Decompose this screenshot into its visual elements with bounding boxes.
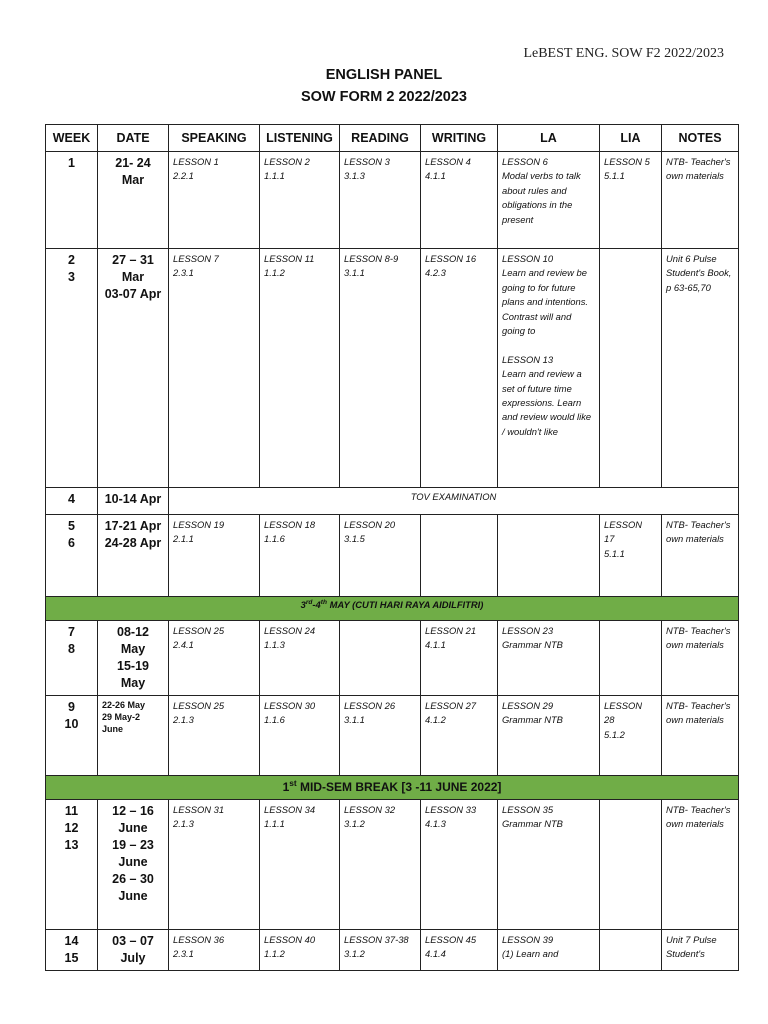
table-row [46, 800, 739, 930]
listening-cell: LESSON 2 1.1.1 [260, 152, 340, 249]
date-cell: 03 – 07 July [98, 930, 169, 971]
col-notes: NOTES [662, 125, 739, 152]
table-row [46, 515, 739, 597]
table-row [46, 249, 739, 488]
table-row [46, 930, 739, 971]
col-listening: LISTENING [260, 125, 340, 152]
writing-cell: LESSON 4 4.1.1 [421, 152, 498, 249]
la-cell: LESSON 29 Grammar NTB [498, 696, 600, 776]
writing-cell: LESSON 45 4.1.4 [421, 930, 498, 971]
lia-cell: LESSON 28 5.1.2 [600, 696, 662, 776]
listening-cell: LESSON 40 1.1.2 [260, 930, 340, 971]
writing-cell: LESSON 33 4.1.3 [421, 800, 498, 930]
reading-cell: LESSON 3 3.1.3 [340, 152, 421, 249]
notes-cell: Unit 7 Pulse Student's [662, 930, 739, 971]
writing-cell: LESSON 16 4.2.3 [421, 249, 498, 488]
la-cell: LESSON 23 Grammar NTB [498, 621, 600, 696]
reading-cell [340, 621, 421, 696]
week-cell: 1 [46, 152, 98, 249]
lia-cell [600, 621, 662, 696]
sow-table [45, 124, 739, 971]
col-lia: LIA [600, 125, 662, 152]
reading-cell: LESSON 26 3.1.1 [340, 696, 421, 776]
mid-sem-text: 1st MID-SEM BREAK [3 -11 JUNE 2022] [282, 778, 502, 794]
table-row [46, 621, 739, 696]
col-reading: READING [340, 125, 421, 152]
speaking-cell: LESSON 19 2.1.1 [169, 515, 260, 597]
table-row [46, 488, 739, 515]
speaking-cell: LESSON 25 2.4.1 [169, 621, 260, 696]
lia-cell [600, 800, 662, 930]
exam-cell: TOV EXAMINATION [169, 488, 739, 515]
speaking-cell: LESSON 25 2.1.3 [169, 696, 260, 776]
listening-cell: LESSON 18 1.1.6 [260, 515, 340, 597]
reading-cell: LESSON 8-9 3.1.1 [340, 249, 421, 488]
date-cell: 12 – 16 June 19 – 23 June 26 – 30 June [98, 800, 169, 930]
listening-cell: LESSON 34 1.1.1 [260, 800, 340, 930]
col-writing: WRITING [421, 125, 498, 152]
listening-cell: LESSON 24 1.1.3 [260, 621, 340, 696]
notes-cell: NTB- Teacher's own materials [662, 621, 739, 696]
reading-cell: LESSON 37-38 3.1.2 [340, 930, 421, 971]
date-cell: 21- 24 Mar [98, 152, 169, 249]
title-block [0, 64, 768, 108]
lia-cell [600, 249, 662, 488]
week-cell: 14 15 [46, 930, 98, 971]
lia-cell: LESSON 17 5.1.1 [600, 515, 662, 597]
notes-cell: NTB- Teacher's own materials [662, 152, 739, 249]
panel-title: ENGLISH PANEL [325, 67, 443, 83]
week-cell: 9 10 [46, 696, 98, 776]
week-cell: 2 3 [46, 249, 98, 488]
week-cell: 11 12 13 [46, 800, 98, 930]
speaking-cell: LESSON 7 2.3.1 [169, 249, 260, 488]
mid-sem-banner [46, 776, 739, 800]
form-title: SOW FORM 2 2022/2023 [300, 89, 467, 105]
mid-sem-break-row [46, 776, 739, 800]
writing-cell: LESSON 27 4.1.2 [421, 696, 498, 776]
la-cell: LESSON 6 Modal verbs to talk about rules and obligations in the present [498, 152, 600, 249]
notes-cell: NTB- Teacher's own materials [662, 800, 739, 930]
lia-cell [600, 930, 662, 971]
speaking-cell: LESSON 36 2.3.1 [169, 930, 260, 971]
table-row [46, 696, 739, 776]
lia-cell: LESSON 5 5.1.1 [600, 152, 662, 249]
date-cell: 27 – 31 Mar 03-07 Apr [98, 249, 169, 488]
reading-cell: LESSON 32 3.1.2 [340, 800, 421, 930]
notes-cell: Unit 6 Pulse Student's Book, p 63-65,70 [662, 249, 739, 488]
listening-cell: LESSON 11 1.1.2 [260, 249, 340, 488]
date-cell: 17-21 Apr 24-28 Apr [98, 515, 169, 597]
reading-cell: LESSON 20 3.1.5 [340, 515, 421, 597]
col-speaking: SPEAKING [169, 125, 260, 152]
notes-cell: NTB- Teacher's own materials [662, 696, 739, 776]
speaking-cell: LESSON 1 2.2.1 [169, 152, 260, 249]
writing-cell [421, 515, 498, 597]
document-header-code: LeBEST ENG. SOW F2 2022/2023 [523, 46, 724, 61]
week-cell: 7 8 [46, 621, 98, 696]
holiday-text: 3rd-4th MAY (CUTI HARI RAYA AIDILFITRI) [300, 599, 484, 611]
notes-cell: NTB- Teacher's own materials [662, 515, 739, 597]
table-header-row [46, 125, 739, 152]
listening-cell: LESSON 30 1.1.6 [260, 696, 340, 776]
date-cell: 10-14 Apr [98, 488, 169, 515]
la-cell: LESSON 10 Learn and review be going to for future plans and intentions. Contrast will and going to LESSON 13 Learn and review a set of future time expressions. Learn and review would like / wouldn't like [498, 249, 600, 488]
la-cell: LESSON 35 Grammar NTB [498, 800, 600, 930]
la-cell [498, 515, 600, 597]
col-la: LA [498, 125, 600, 152]
date-cell: 08-12 May 15-19 May [98, 621, 169, 696]
col-week: WEEK [46, 125, 98, 152]
week-cell: 5 6 [46, 515, 98, 597]
date-cell: 22-26 May 29 May-2 June [98, 696, 169, 776]
writing-cell: LESSON 21 4.1.1 [421, 621, 498, 696]
holiday-row [46, 597, 739, 621]
holiday-banner [46, 597, 739, 621]
table-row [46, 152, 739, 249]
week-cell: 4 [46, 488, 98, 515]
col-date: DATE [98, 125, 169, 152]
speaking-cell: LESSON 31 2.1.3 [169, 800, 260, 930]
la-cell: LESSON 39 (1) Learn and [498, 930, 600, 971]
